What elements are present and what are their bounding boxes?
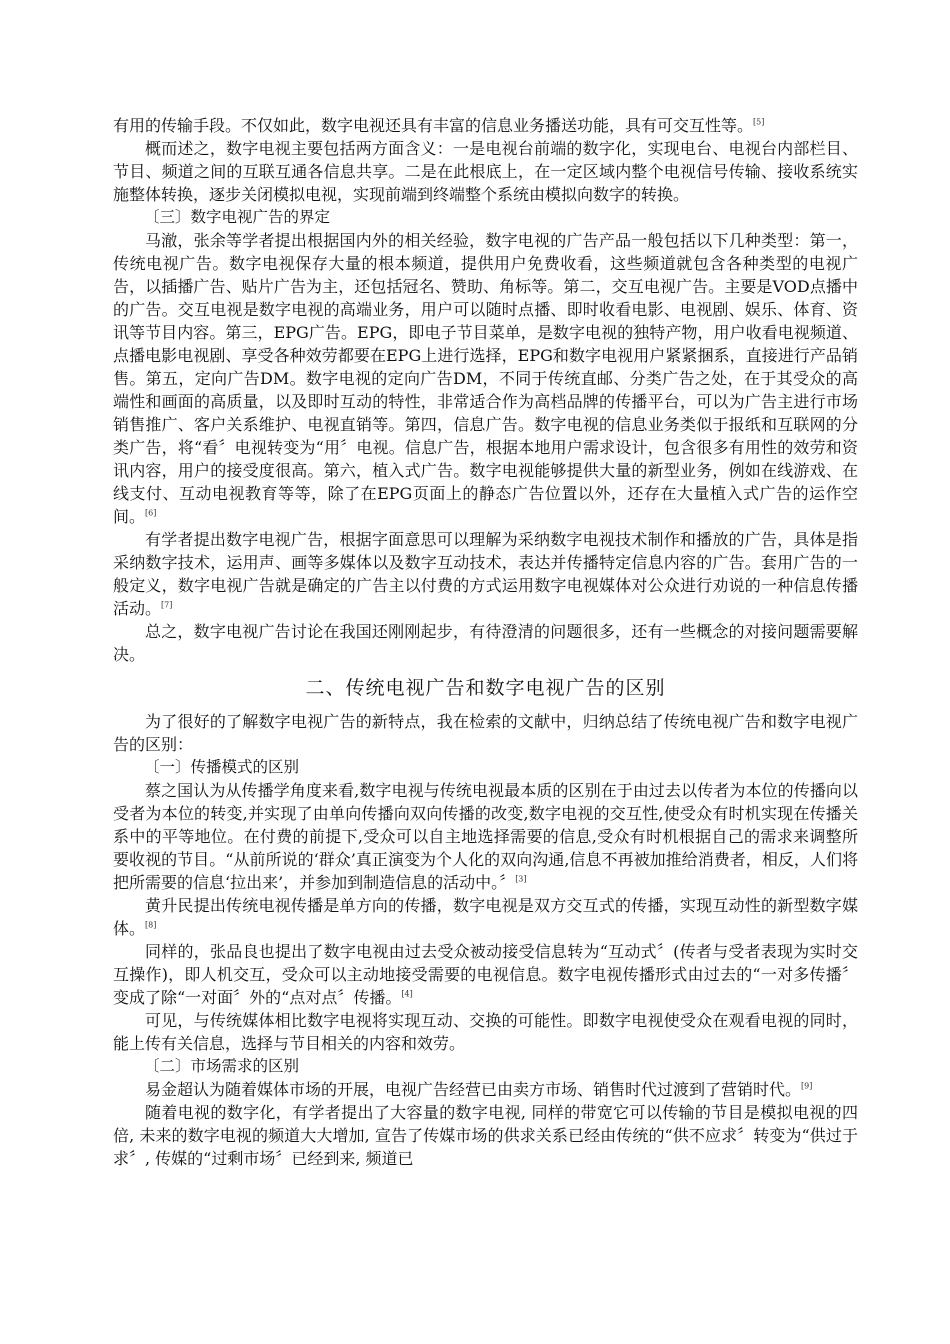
citation: [8] [145, 920, 157, 930]
subsection-heading: 〔三〕数字电视广告的界定 [144, 208, 331, 226]
paragraph: 马澈，张余等学者提出根据国内外的相关经验，数字电视的广告产品一般包括以下几种类型：第一，传统电视广告。数字电视保存大量的根本频道，提供用户免费收看，这些频道就包含各种类型的电视广告，以插播广告、贴片广告为主，还包括冠名、赞助、角标等。第二，交互电视广告。主要是VOD点播中的广告。交互电视是数字电视的高端业务，用户可以随时点播、即时收看电影、电视剧、娱乐、体育、资讯等节目内容。第三，EPG广告。EPG，即电子节目菜单，是数字电视的独特产物，用户收看电视频道、点播电影电视剧、享受各种效劳都要在EPG上进行选择，EPG和数字电视用户紧紧捆系，直接进行产品销售。第五，定向广告DM。数字电视的定向广告DM，不同于传统直邮、分类广告之处，在于其受众的高端性和画面的高质量，以及即时互动的特性，非常适合作为高档品牌的传播平台，可以为广告主进行市场销售推广、客户关系维护、电视直销等。第四，信息广告。数字电视的信息业务类似于报纸和互联网的分类广告，将“看〞电视转变为“用〞电视。信息广告，根据本地用户需求设计，包含很多有用性的效劳和资讯内容，用户的接受度很高。第六，植入式广告。数字电视能够提供大量的新型业务，例如在线游戏、在线支付、互动电视教育等等，除了在EPG页面上的静态广告位置以外，还存在大量植入式广告的运作空间。[6] [113, 231, 858, 526]
subsection-heading: 〔二〕市场需求的区别 [144, 1057, 300, 1075]
paragraph: 易金超认为随着媒体市场的开展，电视广告经营已由卖方市场、销售时代过渡到了营销时代。[9] [145, 1080, 813, 1099]
document-body [113, 114, 858, 1170]
paragraph: 蔡之国认为从传播学角度来看,数字电视与传统电视最本质的区别在于由过去以传者为本位的传播向以受者为本位的转变,并实现了由单向传播向双向传播的改变,数字电视的交互性,使受众有时机实现在传播关系中的平等地位。在付费的前提下,受众可以自主地选择需要的信息,受众有时机根据自己的需求来调整所要收视的节目。“从前所说的‘群众’真正演变为个人化的双向沟通,信息不再被加推给消费者，相反，人们将把所需要的信息‘拉出来’，并参加到制造信息的活动中。〞[3] [113, 781, 858, 892]
paragraph: 概而述之，数字电视主要包括两方面含义：一是电视台前端的数字化，实现电台、电视台内部栏目、节目、频道之间的互联互通各信息共享。二是在此根底上，在一定区域内整个电视信号传输、接收系统实施整体转换，逐步关闭模拟电视，实现前端到终端整个系统由模拟向数字的转换。 [113, 139, 858, 204]
paragraph: 随着电视的数字化，有学者提出了大容量的数字电视, 同样的带宽它可以传输的节目是模拟电视的四倍, 未来的数字电视的频道大大增加, 宣告了传媒市场的供求关系已经由传统的“供不应求〞转变为“供过于求〞, 传媒的“过剩市场〞已经到来, 频道已 [113, 1103, 858, 1168]
paragraph: 同样的，张品良也提出了数字电视由过去受众被动接受信息转为“互动式〞(传者与受者表现为实时交互操作)，即人机交互，受众可以主动地接受需要的电视信息。数字电视传播形式由过去的“一对多传播〞变成了除“一对面〞外的“点对点〞传播。[4] [113, 942, 858, 1007]
paragraph: 黄升民提出传统电视传播是单方向的传播，数字电视是双方交互式的传播，实现互动性的新型数字媒体。[8] [113, 896, 858, 938]
citation: [9] [801, 1081, 813, 1091]
citation: [7] [161, 600, 173, 610]
citation: [5] [753, 117, 765, 127]
citation: [3] [515, 874, 527, 884]
citation: [6] [145, 508, 157, 518]
subsection-heading: 〔一〕传播模式的区别 [144, 758, 300, 776]
paragraph: 有学者提出数字电视广告，根据字面意思可以理解为采纳数字电视技术制作和播放的广告，具体是指采纳数字技术，运用声、画等多媒体以及数字互动技术，表达并传播特定信息内容的广告。套用广告的一般定义，数字电视广告就是确定的广告主以付费的方式运用数字电视媒体对公众进行劝说的一种信息传播活动。[7] [113, 530, 858, 618]
paragraph: 可见，与传统媒体相比数字电视将实现互动、交换的可能性。即数字电视使受众在观看电视的同时，能上传有关信息，选择与节目相关的内容和效劳。 [113, 1011, 858, 1053]
citation: [4] [401, 989, 413, 999]
paragraph: 总之，数字电视广告讨论在我国还刚刚起步，有待澄清的问题很多，还有一些概念的对接问题需要解决。 [113, 622, 858, 664]
paragraph: 有用的传输手段。不仅如此，数字电视还具有丰富的信息业务播送功能，具有可交互性等。[5] [113, 116, 765, 135]
section-title: 二、传统电视广告和数字电视广告的区别 [305, 677, 666, 699]
paragraph: 为了很好的了解数字电视广告的新特点，我在检索的文献中，归纳总结了传统电视广告和数字电视广告的区别： [113, 712, 858, 754]
